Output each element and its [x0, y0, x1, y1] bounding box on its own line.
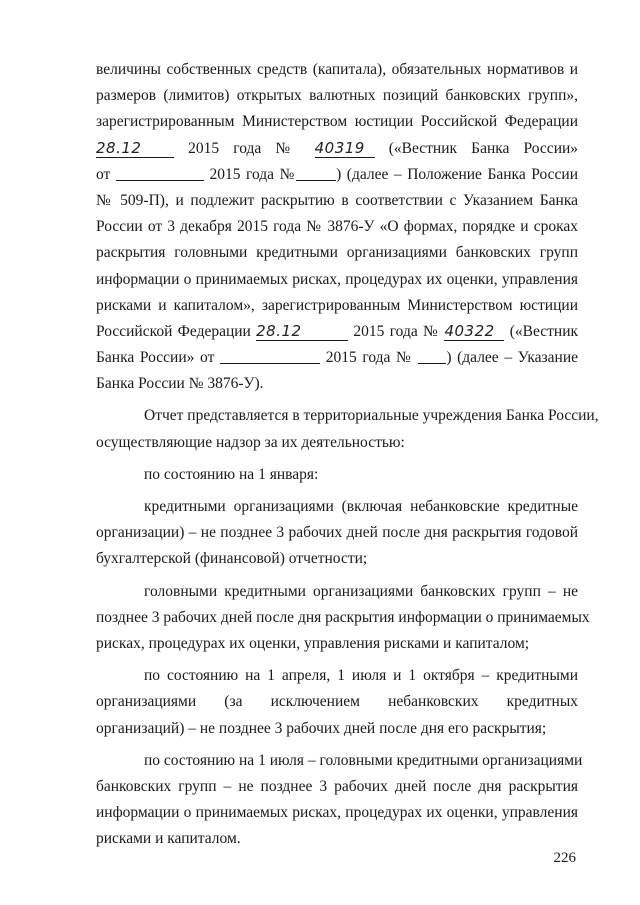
text-line: позднее 3 рабочих дней после дня раскрытия информации о принимаемых: [96, 608, 590, 626]
text-line: рисками и капиталом.: [96, 830, 241, 848]
page-number: 226: [553, 850, 576, 866]
text-line: осуществляющие надзор за их деятельностью:: [96, 433, 405, 451]
text-line: рисками и капиталом», зарегистрированным Министерством юстиции: [96, 296, 578, 314]
blank-underline: [116, 165, 204, 181]
text-line: [96, 136, 578, 162]
registration-number-field: [315, 140, 375, 158]
text-fragment: 2015 года №: [209, 165, 297, 183]
text-line: величины собственных средств (капитала), обязательных нормативов и: [96, 61, 578, 78]
blank-underline: [418, 348, 446, 364]
handwritten-number: 40319: [314, 138, 365, 157]
text-line: раскрытия головными кредитными организациями банковских групп: [96, 244, 578, 262]
document-body: [96, 57, 599, 852]
text-line: зарегистрированным Министерством юстиции Российской Федерации: [96, 113, 578, 131]
handwritten-number: 40322: [444, 321, 495, 340]
blank-underline: [296, 165, 336, 181]
text-line: бухгалтерской (финансовой) отчетности;: [96, 550, 368, 568]
text-line: рисках, процедурах их оценки, управления рисками и капиталом;: [96, 634, 530, 652]
blank-underline: [220, 348, 320, 364]
text-line: по состоянию на 1 июля – головными кредитными организациями: [144, 751, 583, 769]
text-fragment: Российской Федерации: [96, 322, 251, 340]
text-fragment: ) (далее – Положение Банка России: [336, 165, 578, 183]
text-line: № 509-П), и подлежит раскрытию в соответствии с Указанием Банка: [96, 191, 578, 209]
text-line: [96, 345, 578, 371]
text-fragment: от: [96, 165, 111, 183]
text-line: головными кредитными организациями банковских групп – не: [144, 582, 578, 600]
text-fragment: 2015 года №: [188, 139, 301, 157]
handwritten-date: 28.12: [96, 138, 142, 157]
text-fragment: («Вестник: [509, 322, 579, 340]
text-fragment: 2015 года №: [325, 349, 413, 367]
text-line: России от 3 декабря 2015 года № 3876-У «О формах, порядке и сроках: [96, 218, 578, 236]
text-fragment: Банка России» от: [96, 349, 215, 367]
text-line: [96, 319, 578, 345]
registration-number-field: [444, 323, 504, 341]
text-fragment: («Вестник Банка России»: [388, 139, 579, 157]
text-line: по состоянию на 1 января:: [144, 465, 319, 483]
registration-date-field: [256, 323, 348, 341]
text-fragment: ) (далее – Указание: [446, 349, 579, 367]
text-line: размеров (лимитов) открытых валютных позиций банковских групп»,: [96, 87, 578, 105]
text-line: по состоянию на 1 апреля, 1 июля и 1 октября – кредитными: [144, 667, 578, 685]
text-line: организациями (за исключением небанковских кредитных: [96, 693, 578, 711]
handwritten-date: 28.12: [256, 321, 302, 340]
text-line: Отчет представляется в территориальные учреждения Банка России,: [144, 407, 599, 425]
text-line: информации о принимаемых рисках, процедурах их оценки, управления: [96, 804, 578, 822]
text-line: кредитными организациями (включая небанковские кредитные: [144, 498, 578, 515]
text-line: Банка России № 3876-У).: [96, 375, 264, 393]
text-line: организаций) – не позднее 3 рабочих дней после дня его раскрытия;: [96, 719, 547, 737]
text-line: [96, 162, 578, 188]
text-line: информации о принимаемых рисках, процедурах их оценки, управления: [96, 270, 578, 288]
text-fragment: 2015 года №: [353, 322, 440, 340]
registration-date-field: [96, 140, 174, 158]
text-line: организации) – не позднее 3 рабочих дней после дня раскрытия годовой: [96, 524, 578, 542]
text-line: банковских групп – не позднее 3 рабочих дней после дня раскрытия: [96, 777, 578, 795]
